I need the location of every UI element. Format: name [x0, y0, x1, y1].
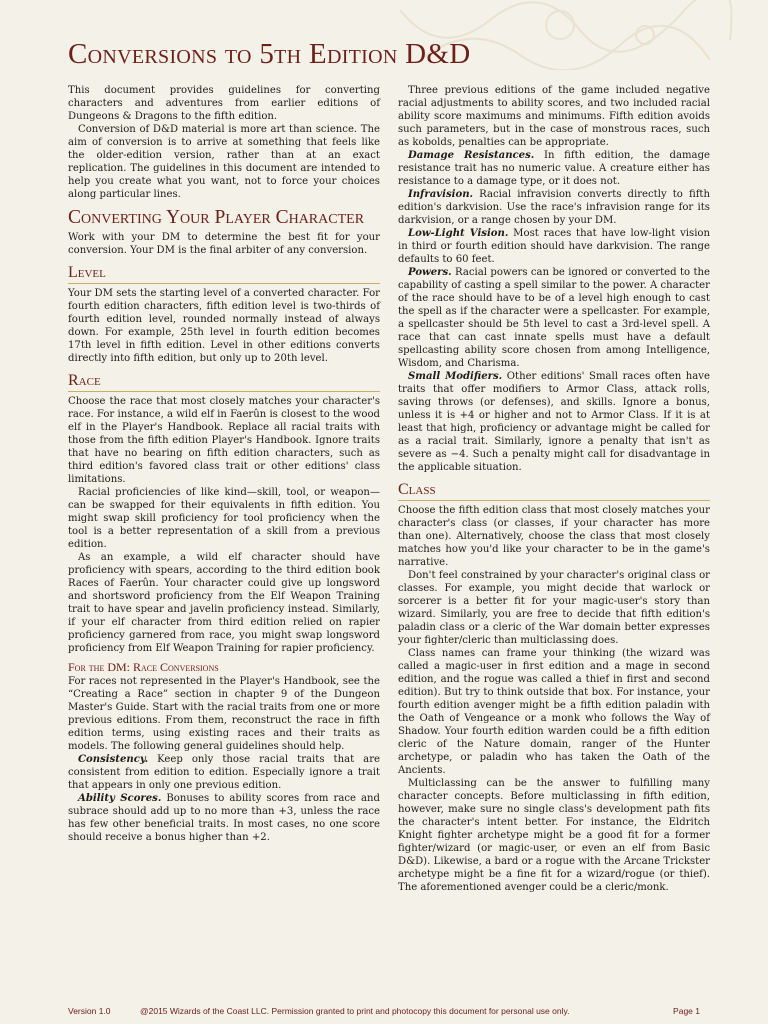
body-paragraph: Racial proficiencies of like kind—skill, tool, or weapon—can be swapped for their equivalents in fifth edition. You might swap skill proficiency for tool proficiency when the tool is a better representation of a skill from a previous edition.: [68, 487, 380, 550]
run-in-heading: Ability Scores.: [78, 793, 162, 804]
body-paragraph: [398, 188, 710, 227]
run-in-heading: Consistency.: [78, 754, 149, 765]
run-in-heading: Small Modifiers.: [408, 371, 503, 382]
run-in-heading: Infravision.: [408, 189, 474, 200]
run-in-text: Other editions' Small races often have traits that offer modifiers to Armor Class, attack rolls, saving throws (or defenses), and skills. Ignore a bonus, unless it is +4 or higher and not to Armor Class. If it is at least that high, proficiency or advantage might be called for as a racial trait. Similarly, ignore a penalty that isn't as severe as −4. Such a penalty might call for disadvantage in the applicable situation.: [398, 371, 710, 473]
section-heading-converting: Converting Your Player Character: [68, 207, 365, 228]
body-paragraph: Three previous editions of the game included negative racial adjustments to ability scores, and two included racial ability score maximums and minimums. Fifth edition avoids such parameters, but in the case of monstrous races, such as kobolds, penalties can be appropriate.: [398, 85, 710, 148]
run-in-text: Keep only those racial traits that are consistent from edition to edition. Especially ignore a trait that appears in only one previous edition.: [68, 754, 380, 791]
page-title: Conversions to 5th Edition D&D: [68, 38, 471, 70]
body-paragraph: Work with your DM to determine the best fit for your conversion. Your DM is the final arbiter of any conversion.: [68, 232, 380, 256]
section-heading-level: Level: [68, 263, 380, 284]
footer-page-number: Page 1: [673, 1006, 700, 1016]
run-in-heading: Powers.: [408, 267, 452, 278]
run-in-text: In fifth edition, the damage resistance trait has no numeric value. A creature either has resistance to a damage type, or it does not.: [398, 150, 711, 187]
run-in-text: Racial powers can be ignored or converted to the capability of casting a spell similar to the power. A character of the race should have to be of a level high enough to cast the spell as if the character were a spellcaster. For example, a spellcaster should be 5th level to cast a 3rd-level spell. A race that can cast innate spells must have a default spellcasting ability score chosen from among Intelligence, Wisdom, and Charisma.: [398, 267, 710, 369]
body-paragraph: Class names can frame your thinking (the wizard was called a magic-user in first edition and a mage in second edition, and the rogue was called a thief in first and second edition). But try to think outside that box. For instance, your fourth edition avenger might be a fifth edition paladin with the Oath of Vengeance or a monk who follows the Way of Shadow. Your fourth edition warden could be a fifth edition cleric of the Nature domain, ranger of the Hunter archetype, or paladin who has taken the Oath of the Ancients.: [398, 648, 710, 776]
body-paragraph: For races not represented in the Player's Handbook, see the “Creating a Race” section in chapter 9 of the Dungeon Master's Guide. Start with the racial traits from one or more previous editions. From them, reconstruct the race in fifth edition terms, using existing races and their traits as models. The following general guidelines should help.: [68, 676, 380, 752]
body-paragraph: [398, 227, 710, 266]
body-paragraph: [68, 792, 380, 844]
section-heading-class: Class: [398, 480, 710, 501]
section-heading-race: Race: [68, 371, 380, 392]
intro-paragraph: This document provides guidelines for converting characters and adventures from earlier editions of Dungeons & Dragons to the fifth edition.: [68, 85, 380, 122]
body-paragraph: [398, 149, 710, 188]
body-paragraph: As an example, a wild elf character should have proficiency with spears, according to the third edition book Races of Faerûn. Your character could give up longsword and shortsword proficiency from the Elf Weapon Training trait to have spear and javelin proficiency instead. Similarly, if your elf character from third edition relied on rapier proficiency garnered from race, you might swap longsword proficiency from Elf Weapon Training for rapier proficiency.: [68, 552, 380, 654]
run-in-heading: Damage Resistances.: [408, 150, 535, 161]
body-paragraph: [398, 370, 710, 474]
body-paragraph: Choose the fifth edition class that most closely matches your character's class (or classes, if your character has more than one). Alternatively, choose the class that most closely matches how you'd like your character to be in the game's narrative.: [398, 505, 710, 568]
body-paragraph: Don't feel constrained by your character's original class or classes. For example, you might decide that warlock or sorcerer is a better fit for your magic-user's story than wizard. Similarly, you are free to decide that fifth edition's paladin class or a cleric of the War domain better expresses your fighter/cleric than multiclassing does.: [398, 570, 710, 646]
run-in-text: Racial infravision converts directly to fifth edition's darkvision. Use the race's infravision range for its darkvision, or a range chosen by your DM.: [398, 189, 710, 226]
subsection-heading-dm-race: For the DM: Race Conversions: [68, 660, 219, 674]
run-in-text: Bonuses to ability scores from race and subrace should add up to no more than +3, unless the race has few other beneficial traits. In most cases, no one score should receive a bonus higher than +2.: [68, 793, 380, 843]
footer-version: Version 1.0: [68, 1006, 111, 1016]
body-paragraph: Your DM sets the starting level of a converted character. For fourth edition characters, fifth edition level is two-thirds of fourth edition level, rounded normally instead of always down. For example, 25th level in fourth edition becomes 17th level in fifth edition. Level in other editions converts directly into fifth edition, but only up to 20th level.: [68, 288, 380, 364]
run-in-heading: Low-Light Vision.: [408, 228, 509, 239]
body-paragraph: [68, 753, 380, 792]
body-paragraph: Choose the race that most closely matches your character's race. For instance, a wild elf in Faerûn is closest to the wood elf in the Player's Handbook. Replace all racial traits with those from the fifth edition Player's Handbook. Ignore traits that have no bearing on fifth edition characters, such as third edition's favored class trait or other editions' class limitations.: [68, 396, 380, 485]
intro-paragraph: Conversion of D&D material is more art than science. The aim of conversion is to arrive at something that feels like the older-edition version, rather than at an exact replication. The guidelines in this document are intended to help you create what you want, not to force your choices along particular lines.: [68, 124, 380, 200]
body-paragraph: [398, 266, 710, 370]
right-column: [398, 84, 710, 894]
body-paragraph: Multiclassing can be the answer to fulfilling many character concepts. Before multiclassing in fifth edition, however, make sure no single class's development path fits the character's intent better. For instance, the Eldritch Knight fighter archetype might be a good fit for a former fighter/wizard (or magic-user, or even an elf from Basic D&D). Likewise, a bard or a rogue with the Arcane Trickster archetype might be a fine fit for a wizard/rogue (or thief). The aforementioned avenger could be a cleric/monk.: [398, 778, 710, 893]
run-in-text: Most races that have low-light vision in third or fourth edition should have darkvision. The range defaults to 60 feet.: [398, 228, 710, 265]
footer-copyright: @2015 Wizards of the Coast LLC. Permission granted to print and photocopy this document for personal use only.: [140, 1006, 570, 1016]
left-column: [68, 84, 380, 844]
page-footer: [68, 1006, 700, 1016]
